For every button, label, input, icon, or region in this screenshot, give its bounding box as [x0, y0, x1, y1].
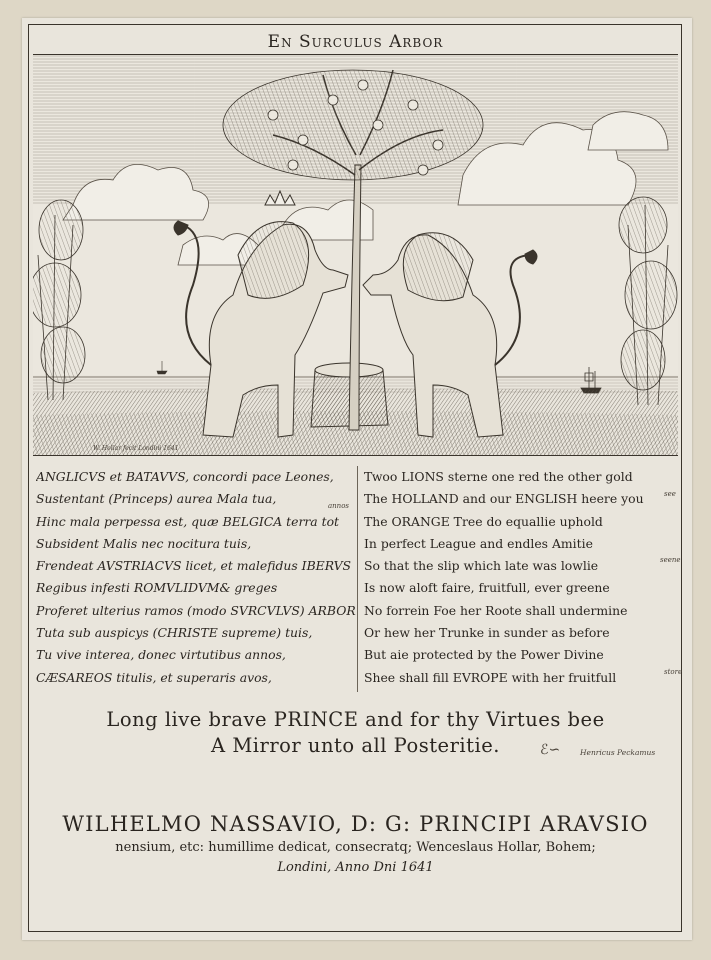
latin-line: Sustentant (Princeps) aurea Mala tua,: [36, 491, 277, 507]
dedication-line-3: Londini, Anno Dni 1641: [277, 860, 434, 875]
engraver-note: W. Hollar fecit Londini 1641: [93, 445, 179, 452]
english-verse: [364, 466, 684, 689]
english-line: The HOLLAND and our ENGLISH heere you: [364, 491, 644, 507]
latin-line: Regibus infesti ROMVLIDVM& greges: [36, 580, 278, 596]
motto-line-1: Long live brave PRINCE and for thy Virtues bee: [106, 708, 605, 731]
latin-gloss: annos: [328, 502, 349, 510]
english-line: Or hew her Trunke in sunder as before: [364, 625, 610, 641]
english-line: But aie protected by the Power Divine: [364, 647, 604, 663]
latin-line: Proferet ulterius ramos (modo SVRCVLVS) ARBOR: [36, 602, 356, 618]
latin-line: CÆSAREOS titulis, et superaris avos,: [36, 669, 272, 685]
english-gloss: see: [664, 490, 676, 498]
motto-line-2: A Mirror unto all Posteritie.: [211, 734, 500, 757]
signature: Henricus Peckamus: [580, 748, 656, 757]
english-gloss: store: [664, 668, 683, 676]
latin-line: Tuta sub auspicys (CHRISTE supreme) tuis,: [36, 625, 313, 641]
latin-verse: [36, 466, 356, 689]
english-line: Is now aloft faire, fruitfull, ever greene: [364, 580, 610, 596]
english-line: No forrein Foe her Roote shall undermine: [364, 602, 628, 618]
print-title: En Surculus Arbor: [33, 30, 678, 55]
flourish-icon: ℰ∽: [540, 742, 561, 758]
english-gloss: seene: [660, 556, 681, 564]
latin-line: Tu vive interea, donec virtutibus annos,: [36, 647, 286, 663]
english-line: In perfect League and endles Amitie: [364, 535, 593, 551]
engraved-scene: [33, 55, 678, 456]
english-line: The ORANGE Tree do equallie uphold: [364, 513, 603, 529]
english-line: Twoo LIONS sterne one red the other gold: [364, 469, 633, 484]
dedication-line-1: WILHELMO NASSAVIO, D: G: PRINCIPI ARAVSIO: [62, 812, 649, 836]
english-line: So that the slip which late was lowlie: [364, 558, 599, 574]
latin-line: ANGLICVS et BATAVVS, concordi pace Leones,: [36, 469, 334, 484]
latin-line: Frendeat AVSTRIACVS licet, et malefidus IBERVS: [36, 558, 352, 574]
english-line: Shee shall fill EVROPE with her fruitfull: [364, 669, 617, 685]
dedication-line-2: nensium, etc: humillime dedicat, consecratq; Wenceslaus Hollar, Bohem;: [115, 840, 596, 855]
latin-line: Hinc mala perpessa est, quæ BELGICA terra tot: [36, 513, 340, 529]
latin-line: Subsident Malis nec nocitura tuis,: [36, 535, 252, 551]
column-divider: [357, 466, 358, 692]
